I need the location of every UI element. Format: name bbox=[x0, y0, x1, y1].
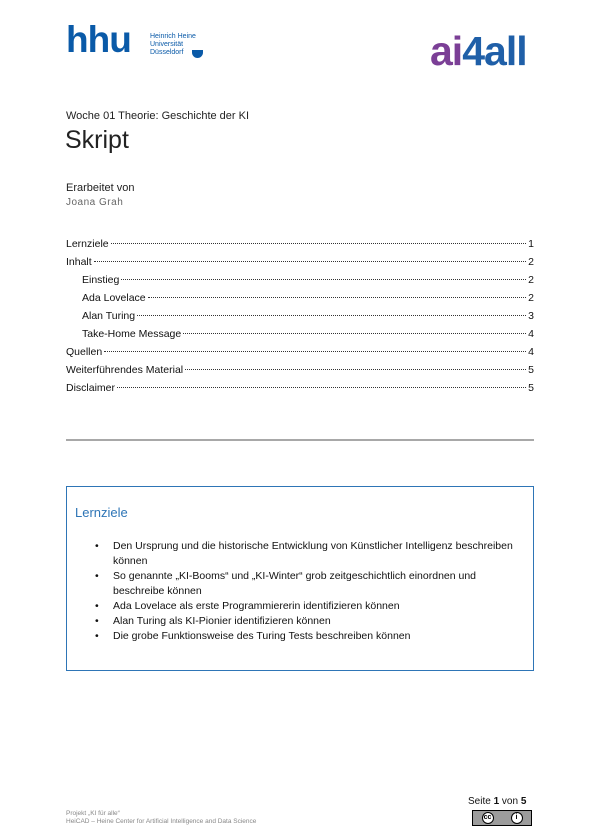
ai4all-logo-all: all bbox=[484, 28, 527, 74]
hhu-logo-subtitle bbox=[150, 33, 196, 57]
hhu-sub-line: Düsseldorf bbox=[150, 49, 184, 56]
toc-leader bbox=[183, 332, 526, 334]
toc-leader bbox=[137, 314, 526, 316]
toc-entry-take-home-message[interactable] bbox=[66, 325, 534, 343]
learning-goals-list bbox=[95, 539, 515, 644]
footer-project-info bbox=[66, 810, 256, 826]
cc-icon: cc bbox=[482, 812, 494, 824]
list-item bbox=[95, 539, 515, 569]
toc-page: 5 bbox=[528, 364, 534, 376]
toc-leader bbox=[185, 368, 526, 370]
list-item-text: Ada Lovelace als erste Programmiererin identifizieren können bbox=[113, 600, 400, 612]
toc-leader bbox=[121, 278, 526, 280]
hhu-logo-wordmark: hhu bbox=[66, 19, 131, 60]
toc-label: Quellen bbox=[66, 346, 103, 358]
toc-label: Weiterführendes Material bbox=[66, 364, 184, 376]
toc-entry-disclaimer[interactable] bbox=[66, 379, 534, 397]
toc-entry-inhalt[interactable] bbox=[66, 253, 534, 271]
page-mid: von bbox=[499, 796, 521, 807]
list-item bbox=[95, 629, 515, 644]
list-item-text: Alan Turing als KI-Pionier identifizieren können bbox=[113, 615, 331, 627]
toc-entry-alan-turing[interactable] bbox=[66, 307, 534, 325]
learning-goals-box bbox=[66, 486, 534, 671]
page-total: 5 bbox=[520, 796, 527, 807]
toc-page: 5 bbox=[528, 382, 534, 394]
toc-leader bbox=[111, 242, 527, 244]
toc-label: Alan Turing bbox=[82, 310, 136, 322]
learning-goals-title: Lernziele bbox=[75, 505, 128, 520]
toc-label: Einstieg bbox=[82, 274, 120, 286]
toc-entry-weiterfuehrendes-material[interactable] bbox=[66, 361, 534, 379]
list-item-text: So genannte „KI-Booms“ und „KI-Winter“ grob zeitgeschichtlich einordnen und beschreibe können bbox=[113, 570, 477, 597]
toc-entry-ada-lovelace[interactable] bbox=[66, 289, 534, 307]
list-item bbox=[95, 614, 515, 629]
toc-entry-einstieg[interactable] bbox=[66, 271, 534, 289]
ai4all-logo bbox=[430, 30, 527, 72]
week-subtitle: Woche 01 Theorie: Geschichte der KI bbox=[66, 110, 250, 122]
list-item-text: Die grobe Funktionsweise des Turing Tests beschreiben können bbox=[113, 630, 411, 642]
toc-leader bbox=[94, 260, 526, 262]
list-item-text: Den Ursprung und die historische Entwicklung von Künstlicher Intelligenz beschreiben können bbox=[113, 540, 513, 567]
toc-page: 3 bbox=[528, 310, 534, 322]
toc-page: 4 bbox=[528, 328, 534, 340]
document-title: Skript bbox=[65, 126, 129, 154]
bullet-icon: • bbox=[95, 600, 99, 612]
toc-label: Inhalt bbox=[66, 256, 92, 268]
toc-label: Take-Home Message bbox=[82, 328, 182, 340]
bullet-icon: • bbox=[95, 540, 99, 552]
bullet-icon: • bbox=[95, 570, 99, 582]
page-prefix: Seite bbox=[468, 796, 494, 807]
toc-leader bbox=[148, 296, 527, 298]
bullet-icon: • bbox=[95, 630, 99, 642]
toc-leader bbox=[117, 386, 526, 388]
toc-label: Ada Lovelace bbox=[82, 292, 146, 304]
footer-line: Projekt „KI für alle“ bbox=[66, 810, 120, 817]
author-name: Joana Grah bbox=[66, 197, 124, 208]
toc-page: 4 bbox=[528, 346, 534, 358]
toc-entry-quellen[interactable] bbox=[66, 343, 534, 361]
table-of-contents bbox=[66, 235, 534, 397]
ai4all-logo-ai: ai bbox=[430, 28, 463, 74]
bullet-icon: • bbox=[95, 615, 99, 627]
toc-label: Lernziele bbox=[66, 238, 109, 250]
toc-entry-lernziele[interactable] bbox=[66, 235, 534, 253]
author-label: Erarbeitet von bbox=[66, 182, 135, 194]
footer-line: HeiCAD – Heine Center for Artificial Intelligence and Data Science bbox=[66, 818, 257, 825]
ai4all-logo-4: 4 bbox=[462, 28, 485, 74]
toc-page: 2 bbox=[528, 274, 534, 286]
list-item bbox=[95, 599, 515, 614]
toc-page: 2 bbox=[528, 292, 534, 304]
by-icon: i bbox=[511, 812, 523, 824]
horizontal-divider bbox=[66, 439, 534, 441]
page-number bbox=[468, 796, 526, 807]
hhu-sub-line: Universität bbox=[150, 41, 184, 48]
hhu-sub-line: Heinrich Heine bbox=[150, 33, 196, 40]
toc-label: Disclaimer bbox=[66, 382, 116, 394]
page-current: 1 bbox=[493, 796, 500, 807]
toc-page: 2 bbox=[528, 256, 534, 268]
toc-leader bbox=[104, 350, 526, 352]
toc-page: 1 bbox=[528, 238, 534, 250]
cc-license-badge[interactable] bbox=[472, 810, 532, 826]
list-item bbox=[95, 569, 515, 599]
